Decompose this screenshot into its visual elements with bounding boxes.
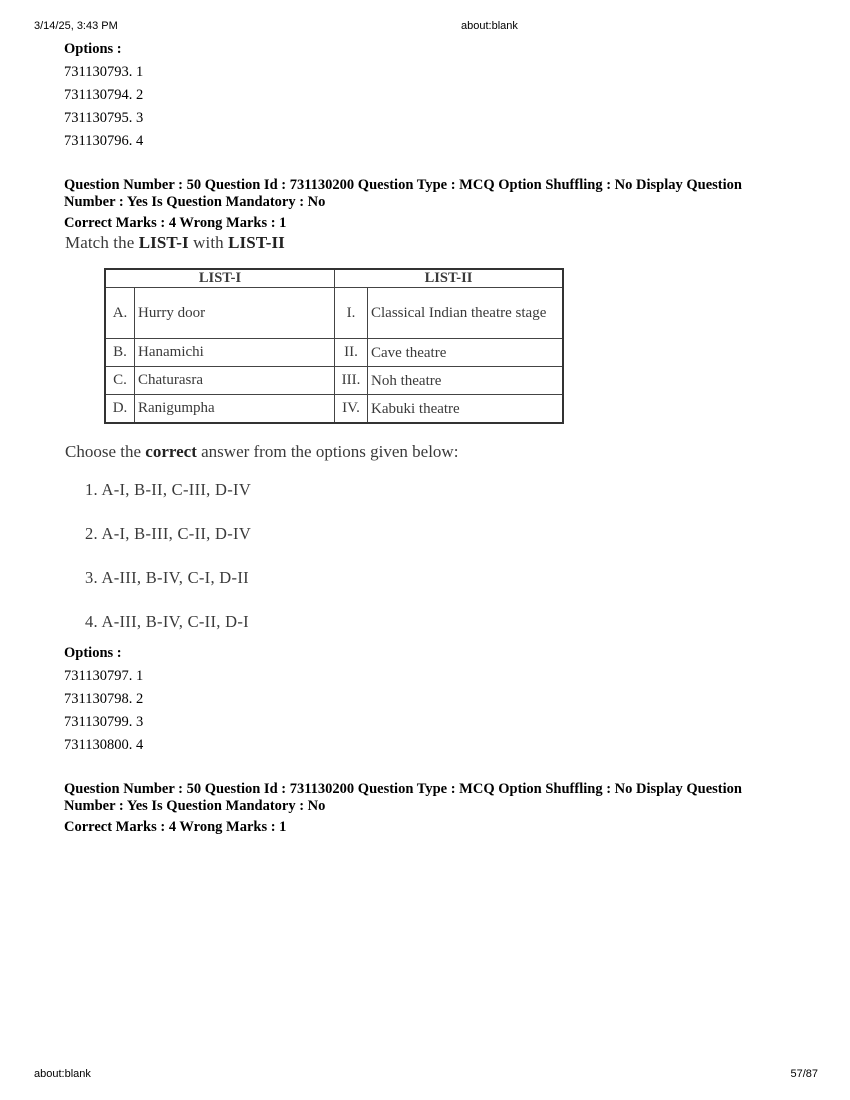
question-meta-line1: Question Number : 50 Question Id : 731130200 Question Type : MCQ Option Shuffling : No Display Question <box>64 177 742 193</box>
options-label: Options : <box>64 645 122 661</box>
option-item: 731130800. 4 <box>64 737 144 753</box>
row-key: A. <box>105 288 135 339</box>
list1-item: Chaturasra <box>135 367 335 395</box>
option-item: 731130794. 2 <box>64 87 144 103</box>
row-roman: III. <box>335 367 368 395</box>
page-number: 57/87 <box>790 1068 818 1080</box>
table-row <box>105 395 563 424</box>
option-item: 731130795. 3 <box>64 110 144 126</box>
list2-item: Cave theatre <box>368 339 564 367</box>
row-roman: II. <box>335 339 368 367</box>
table-row <box>105 288 563 339</box>
answer-list <box>64 468 624 644</box>
table-row <box>105 339 563 367</box>
list1-item: Hurry door <box>135 288 335 339</box>
row-roman: IV. <box>335 395 368 424</box>
table-row <box>105 367 563 395</box>
print-datetime: 3/14/25, 3:43 PM <box>34 20 118 32</box>
list2-item: Classical Indian theatre stage <box>368 288 564 339</box>
question-marks: Correct Marks : 4 Wrong Marks : 1 <box>64 819 287 835</box>
print-header <box>0 20 850 36</box>
question-image <box>64 232 624 644</box>
option-item: 731130797. 1 <box>64 668 144 684</box>
match-table <box>104 268 564 424</box>
list1-item: Hanamichi <box>135 339 335 367</box>
footer-url: about:blank <box>34 1068 91 1080</box>
answer-choice: 2. A-I, B-III, C-II, D-IV <box>85 524 252 543</box>
option-item: 731130799. 3 <box>64 714 144 730</box>
next-question-block <box>64 781 804 836</box>
row-key: C. <box>105 367 135 395</box>
table-header-list2: LIST-II <box>335 269 564 288</box>
question-stem: Match the LIST-I with LIST-II <box>65 233 285 252</box>
answer-choice: 1. A-I, B-II, C-III, D-IV <box>85 480 252 499</box>
question-block <box>64 177 804 757</box>
list2-item: Kabuki theatre <box>368 395 564 424</box>
question-meta-line1: Question Number : 50 Question Id : 731130200 Question Type : MCQ Option Shuffling : No Display Question <box>64 781 742 797</box>
answer-choice: 3. A-III, B-IV, C-I, D-II <box>85 568 249 587</box>
print-url: about:blank <box>461 20 518 32</box>
previous-options <box>64 40 804 153</box>
options-label: Options : <box>64 41 122 57</box>
table-header-list1: LIST-I <box>105 269 335 288</box>
row-key: B. <box>105 339 135 367</box>
print-footer <box>0 1068 850 1084</box>
question-marks: Correct Marks : 4 Wrong Marks : 1 <box>64 215 287 231</box>
row-key: D. <box>105 395 135 424</box>
choose-instruction: Choose the correct answer from the options given below: <box>65 442 459 461</box>
option-item: 731130793. 1 <box>64 64 144 80</box>
answer-choice: 4. A-III, B-IV, C-II, D-I <box>85 612 249 631</box>
option-item: 731130798. 2 <box>64 691 144 707</box>
question-meta-line2: Number : Yes Is Question Mandatory : No <box>64 194 326 210</box>
question-meta-line2: Number : Yes Is Question Mandatory : No <box>64 798 326 814</box>
row-roman: I. <box>335 288 368 339</box>
list1-item: Ranigumpha <box>135 395 335 424</box>
page-content <box>64 40 804 836</box>
option-item: 731130796. 4 <box>64 133 144 149</box>
list2-item: Noh theatre <box>368 367 564 395</box>
